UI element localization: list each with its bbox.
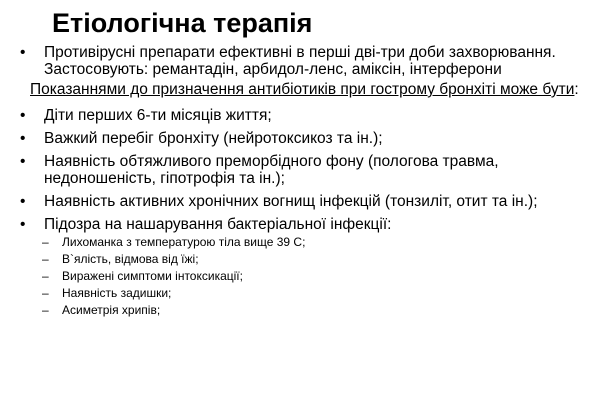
list-item-indication [0, 130, 600, 147]
indication-text: Діти перших 6-ти місяців життя; [44, 107, 272, 124]
dash-icon: – [42, 252, 49, 266]
antiviral-text: Противірусні препарати ефективні в перші дві-три доби захворювання. Застосовують: ремантадін, арбидол-ленс, аміксін, інтерферони [44, 44, 556, 78]
sub-list-item [0, 235, 600, 250]
sub-list-item [0, 286, 600, 301]
bullet-icon: • [20, 153, 26, 170]
indication-text: Важкий перебіг бронхіту (нейротоксикоз та ін.); [44, 130, 383, 147]
sub-item-text: Виражені симптоми інтоксикації; [62, 269, 243, 283]
sub-item-text: Наявність задишки; [62, 286, 172, 300]
indication-text: Наявність обтяжливого преморбідного фону (пологова травма, недоношеність, гіпотрофія та ін.); [44, 153, 499, 187]
slide-title: Етіологічна терапія [52, 8, 313, 38]
antibiotics-heading [0, 81, 600, 98]
dash-icon: – [42, 235, 49, 249]
dash-icon: – [42, 269, 49, 283]
bullet-icon: • [20, 216, 26, 233]
bullet-icon: • [20, 130, 26, 147]
slide-content [0, 44, 600, 318]
list-item-indication [0, 193, 600, 210]
bullet-icon: • [20, 193, 26, 210]
indication-text: Підозра на нашарування бактеріальної інфекції: [44, 216, 392, 233]
sub-list-item [0, 252, 600, 267]
dash-icon: – [42, 286, 49, 300]
antibiotics-heading-text: Показаннями до призначення антибіотиків при гострому бронхіті може бути [30, 81, 575, 98]
sub-list-item [0, 269, 600, 284]
list-item-indication [0, 153, 600, 187]
list-item-indication [0, 107, 600, 124]
sub-item-text: Лихоманка з температурою тіла вище 39 С; [62, 235, 306, 249]
list-item-indication [0, 216, 600, 233]
bullet-icon: • [20, 107, 26, 124]
indication-text: Наявність активних хронічних вогнищ інфекцій (тонзиліт, отит та ін.); [44, 193, 538, 210]
dash-icon: – [42, 303, 49, 317]
list-item-antiviral [0, 44, 600, 78]
bullet-icon: • [20, 44, 26, 61]
antibiotics-heading-colon: : [574, 81, 579, 98]
sub-item-text: В`ялість, відмова від їжі; [62, 252, 199, 266]
sub-list-item [0, 303, 600, 318]
sub-item-text: Асиметрія хрипів; [62, 303, 161, 317]
